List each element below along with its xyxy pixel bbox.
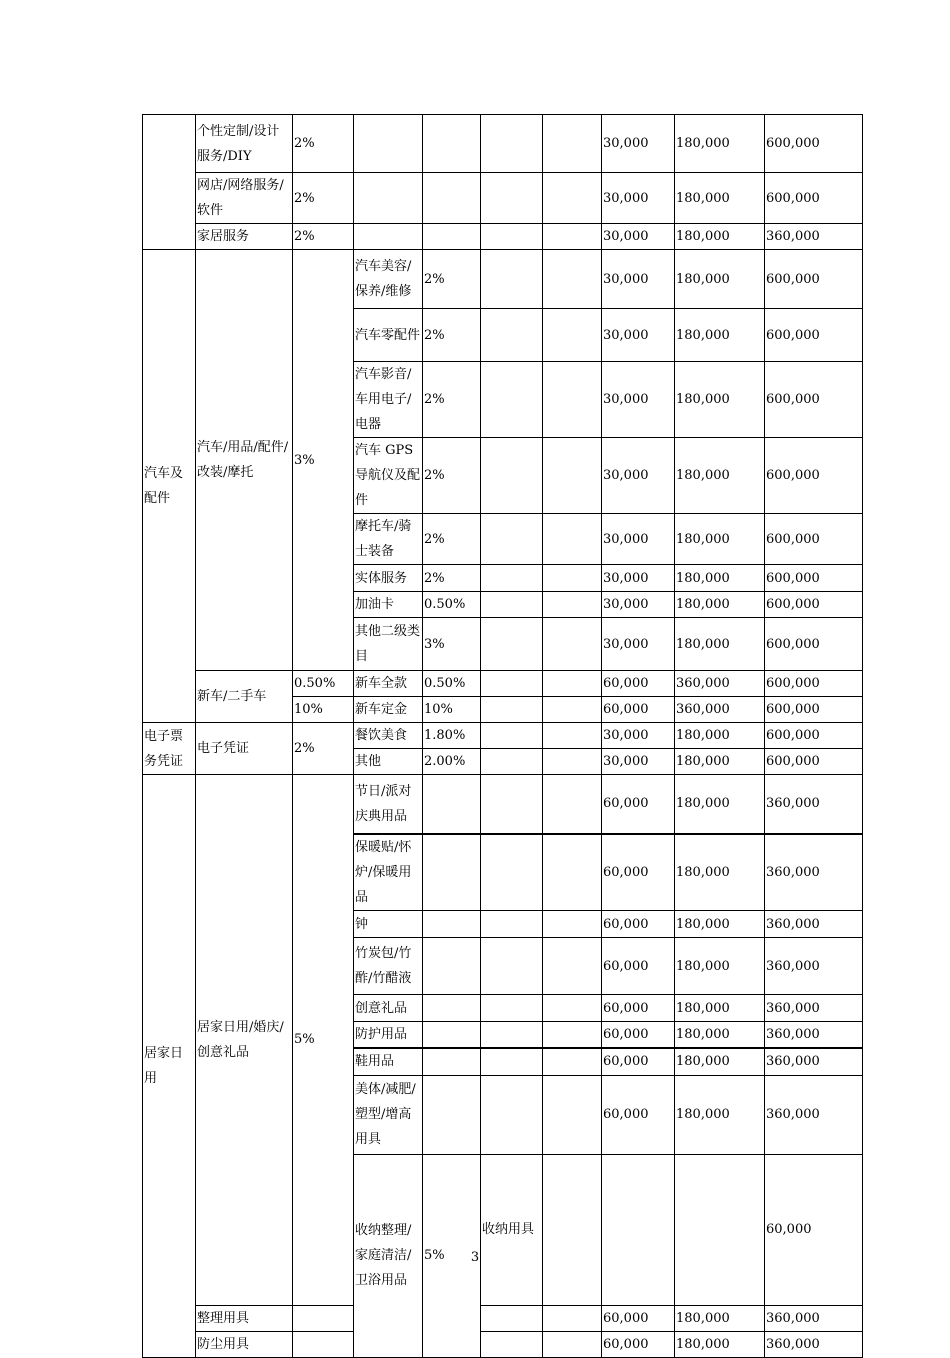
blank-cell	[543, 995, 602, 1022]
blank-cell	[481, 173, 543, 224]
amount-cell: 360,000	[675, 697, 765, 723]
blank-cell	[481, 592, 543, 618]
amount-cell: 360,000	[765, 995, 863, 1022]
amount-cell: 360,000	[765, 1075, 863, 1154]
blank-cell	[481, 618, 543, 671]
amount-cell: 180,000	[675, 723, 765, 749]
amount-cell: 600,000	[765, 250, 863, 309]
subcategory-rate-cell: 2%	[423, 438, 481, 514]
blank-cell	[602, 1154, 675, 1305]
main-rate-cell: 5%	[423, 1154, 481, 1357]
blank-cell	[481, 1305, 543, 1331]
main-category-cell: 居家日用/婚庆/创意礼品	[196, 775, 293, 1306]
amount-cell: 600,000	[765, 115, 863, 173]
subcategory-cell	[354, 224, 423, 250]
deposit-cell: 60,000	[602, 1305, 675, 1331]
subcategory-rate-cell: 10%	[423, 697, 481, 723]
subcategory-cell: 节日/派对庆典用品	[354, 775, 423, 834]
subcategory-cell: 防尘用具	[196, 1331, 293, 1357]
amount-cell: 360,000	[675, 671, 765, 697]
deposit-cell: 60,000	[602, 671, 675, 697]
blank-cell	[543, 592, 602, 618]
amount-cell: 600,000	[765, 565, 863, 592]
amount-cell: 600,000	[765, 697, 863, 723]
main-category-cell: 新车/二手车	[196, 671, 293, 723]
deposit-cell: 30,000	[602, 250, 675, 309]
subcategory-rate-cell: 2%	[423, 309, 481, 362]
subcategory-rate-cell: 2%	[423, 565, 481, 592]
amount-cell: 600,000	[765, 362, 863, 438]
subcategory-cell: 汽车零配件	[354, 309, 423, 362]
table-row	[143, 671, 863, 697]
subcategory-cell: 竹炭包/竹酢/竹醋液	[354, 938, 423, 995]
amount-cell: 180,000	[675, 514, 765, 565]
main-rate-cell: 2%	[293, 115, 354, 173]
subcategory-cell: 实体服务	[354, 565, 423, 592]
amount-cell: 180,000	[675, 438, 765, 514]
subcategory-cell: 其他	[354, 749, 423, 775]
blank-cell	[543, 1305, 602, 1331]
deposit-cell: 30,000	[602, 749, 675, 775]
amount-cell: 180,000	[675, 1022, 765, 1049]
main-rate-cell: 3%	[293, 250, 354, 671]
subcategory-rate-cell	[423, 834, 481, 911]
deposit-cell: 60,000	[602, 1048, 675, 1075]
deposit-cell: 60,000	[602, 911, 675, 938]
amount-cell: 180,000	[675, 938, 765, 995]
subcategory-rate-cell	[423, 224, 481, 250]
main-category-cell: 家居服务	[196, 224, 293, 250]
blank-cell	[481, 1048, 543, 1075]
main-rate-cell: 5%	[293, 775, 354, 1306]
blank-cell	[543, 1048, 602, 1075]
blank-cell	[481, 438, 543, 514]
blank-cell	[675, 1154, 765, 1305]
subcategory-cell: 加油卡	[354, 592, 423, 618]
deposit-cell: 30,000	[602, 224, 675, 250]
blank-cell	[481, 834, 543, 911]
deposit-cell: 30,000	[602, 618, 675, 671]
blank-cell	[543, 775, 602, 834]
subcategory-cell: 餐饮美食	[354, 723, 423, 749]
blank-cell	[481, 362, 543, 438]
subcategory-rate-cell	[423, 1075, 481, 1154]
table-row	[143, 1331, 863, 1357]
amount-cell: 600,000	[765, 671, 863, 697]
blank-cell	[543, 309, 602, 362]
subcategory-cell	[354, 173, 423, 224]
blank-cell	[543, 834, 602, 911]
blank-cell	[543, 115, 602, 173]
amount-cell: 360,000	[765, 938, 863, 995]
subcategory-cell: 钟	[354, 911, 423, 938]
amount-cell: 360,000	[765, 224, 863, 250]
amount-cell: 180,000	[675, 1048, 765, 1075]
deposit-cell: 30,000	[602, 723, 675, 749]
subcategory-rate-cell	[423, 1048, 481, 1075]
fee-table-body	[143, 115, 863, 1358]
main-rate-cell: 2%	[293, 173, 354, 224]
table-row	[143, 723, 863, 749]
subcategory-rate-cell	[423, 938, 481, 995]
amount-cell: 180,000	[675, 1331, 765, 1357]
subcategory-rate-cell	[423, 775, 481, 834]
subcategory-rate-cell	[543, 1154, 602, 1305]
amount-cell: 180,000	[675, 250, 765, 309]
blank-cell	[481, 1331, 543, 1357]
amount-cell: 600,000	[765, 618, 863, 671]
subcategory-rate-cell	[423, 173, 481, 224]
amount-cell: 600,000	[765, 514, 863, 565]
deposit-cell: 60,000	[765, 1154, 863, 1305]
deposit-cell: 30,000	[602, 309, 675, 362]
subcategory-cell: 防护用品	[354, 1022, 423, 1049]
subcategory-cell: 汽车影音/车用电子/电器	[354, 362, 423, 438]
deposit-cell: 30,000	[602, 514, 675, 565]
main-category-cell: 网店/网络服务/软件	[196, 173, 293, 224]
blank-cell	[481, 775, 543, 834]
amount-cell: 360,000	[765, 1305, 863, 1331]
deposit-cell: 60,000	[602, 834, 675, 911]
deposit-cell: 30,000	[602, 362, 675, 438]
fee-table	[142, 114, 863, 1358]
amount-cell: 360,000	[765, 775, 863, 834]
subcategory-cell	[354, 115, 423, 173]
subcategory-cell: 整理用具	[196, 1305, 293, 1331]
blank-cell	[543, 749, 602, 775]
blank-cell	[543, 723, 602, 749]
deposit-cell: 60,000	[602, 938, 675, 995]
blank-cell	[543, 224, 602, 250]
subcategory-rate-cell: 1.80%	[423, 723, 481, 749]
subcategory-cell: 鞋用品	[354, 1048, 423, 1075]
blank-cell	[543, 671, 602, 697]
amount-cell: 360,000	[765, 911, 863, 938]
amount-cell: 180,000	[675, 173, 765, 224]
blank-cell	[481, 250, 543, 309]
deposit-cell: 60,000	[602, 1075, 675, 1154]
amount-cell: 180,000	[675, 224, 765, 250]
amount-cell: 600,000	[765, 592, 863, 618]
category-cell: 汽车及配件	[143, 250, 196, 723]
blank-cell	[543, 618, 602, 671]
category-cell: 居家日用	[143, 775, 196, 1358]
subcategory-rate-cell: 3%	[423, 618, 481, 671]
amount-cell: 360,000	[765, 1331, 863, 1357]
amount-cell: 360,000	[765, 834, 863, 911]
blank-cell	[481, 749, 543, 775]
amount-cell: 360,000	[765, 1022, 863, 1049]
blank-cell	[481, 1075, 543, 1154]
subcategory-cell: 美体/减肥/塑型/增高用具	[354, 1075, 423, 1154]
amount-cell: 180,000	[675, 565, 765, 592]
main-rate-cell: 10%	[293, 697, 354, 723]
main-rate-cell: 2%	[293, 224, 354, 250]
deposit-cell: 60,000	[602, 775, 675, 834]
blank-cell	[543, 1022, 602, 1049]
blank-cell	[481, 995, 543, 1022]
blank-cell	[543, 1075, 602, 1154]
subcategory-cell: 汽车美容/保养/维修	[354, 250, 423, 309]
amount-cell: 180,000	[675, 618, 765, 671]
deposit-cell: 30,000	[602, 592, 675, 618]
main-category-cell: 收纳整理/家庭清洁/卫浴用品	[354, 1154, 423, 1357]
subcategory-rate-cell: 2%	[423, 362, 481, 438]
subcategory-rate-cell: 0.50%	[423, 592, 481, 618]
deposit-cell: 60,000	[602, 1331, 675, 1357]
category-cell	[143, 115, 196, 250]
blank-cell	[481, 565, 543, 592]
page-number: 3	[470, 1250, 480, 1265]
deposit-cell: 60,000	[602, 995, 675, 1022]
main-category-cell: 汽车/用品/配件/改装/摩托	[196, 250, 293, 671]
main-category-cell: 电子凭证	[196, 723, 293, 775]
blank-cell	[481, 514, 543, 565]
blank-cell	[481, 1022, 543, 1049]
amount-cell: 180,000	[675, 309, 765, 362]
amount-cell: 180,000	[675, 592, 765, 618]
amount-cell: 600,000	[765, 309, 863, 362]
subcategory-cell: 汽车 GPS 导航仪及配件	[354, 438, 423, 514]
deposit-cell: 60,000	[602, 697, 675, 723]
subcategory-rate-cell	[293, 1331, 354, 1357]
blank-cell	[543, 938, 602, 995]
deposit-cell: 30,000	[602, 565, 675, 592]
blank-cell	[481, 309, 543, 362]
table-row	[143, 250, 863, 309]
subcategory-cell: 保暖贴/怀炉/保暖用品	[354, 834, 423, 911]
blank-cell	[543, 250, 602, 309]
table-row	[143, 224, 863, 250]
table-row	[143, 1305, 863, 1331]
deposit-cell: 30,000	[602, 115, 675, 173]
subcategory-rate-cell	[423, 115, 481, 173]
blank-cell	[481, 697, 543, 723]
blank-cell	[481, 938, 543, 995]
blank-cell	[481, 723, 543, 749]
amount-cell: 600,000	[765, 438, 863, 514]
deposit-cell: 30,000	[602, 438, 675, 514]
amount-cell: 360,000	[765, 1048, 863, 1075]
amount-cell: 180,000	[675, 911, 765, 938]
subcategory-cell: 新车定金	[354, 697, 423, 723]
category-cell: 电子票务凭证	[143, 723, 196, 775]
blank-cell	[543, 438, 602, 514]
deposit-cell: 30,000	[602, 173, 675, 224]
subcategory-rate-cell	[423, 911, 481, 938]
amount-cell: 600,000	[765, 173, 863, 224]
amount-cell: 180,000	[675, 775, 765, 834]
amount-cell: 180,000	[675, 995, 765, 1022]
table-row	[143, 173, 863, 224]
amount-cell: 600,000	[765, 749, 863, 775]
subcategory-rate-cell	[293, 1305, 354, 1331]
main-rate-cell: 2%	[293, 723, 354, 775]
amount-cell: 600,000	[765, 723, 863, 749]
subcategory-cell: 创意礼品	[354, 995, 423, 1022]
blank-cell	[481, 911, 543, 938]
blank-cell	[543, 1331, 602, 1357]
blank-cell	[543, 911, 602, 938]
blank-cell	[543, 697, 602, 723]
subcategory-cell: 其他二级类目	[354, 618, 423, 671]
amount-cell: 180,000	[675, 1305, 765, 1331]
subcategory-rate-cell: 2%	[423, 514, 481, 565]
table-row	[143, 775, 863, 834]
subcategory-cell: 收纳用具	[481, 1154, 543, 1305]
subcategory-rate-cell: 2.00%	[423, 749, 481, 775]
amount-cell: 180,000	[675, 362, 765, 438]
amount-cell: 180,000	[675, 1075, 765, 1154]
table-row	[143, 115, 863, 173]
subcategory-cell: 摩托车/骑士装备	[354, 514, 423, 565]
deposit-cell: 60,000	[602, 1022, 675, 1049]
blank-cell	[481, 224, 543, 250]
subcategory-rate-cell: 0.50%	[423, 671, 481, 697]
blank-cell	[543, 514, 602, 565]
subcategory-rate-cell	[423, 995, 481, 1022]
subcategory-rate-cell: 2%	[423, 250, 481, 309]
blank-cell	[481, 671, 543, 697]
amount-cell: 180,000	[675, 115, 765, 173]
main-rate-cell: 0.50%	[293, 671, 354, 697]
blank-cell	[543, 173, 602, 224]
subcategory-rate-cell	[423, 1022, 481, 1049]
blank-cell	[543, 565, 602, 592]
amount-cell: 180,000	[675, 834, 765, 911]
subcategory-cell: 新车全款	[354, 671, 423, 697]
amount-cell: 180,000	[675, 749, 765, 775]
main-category-cell: 个性定制/设计服务/DIY	[196, 115, 293, 173]
blank-cell	[481, 115, 543, 173]
blank-cell	[543, 362, 602, 438]
